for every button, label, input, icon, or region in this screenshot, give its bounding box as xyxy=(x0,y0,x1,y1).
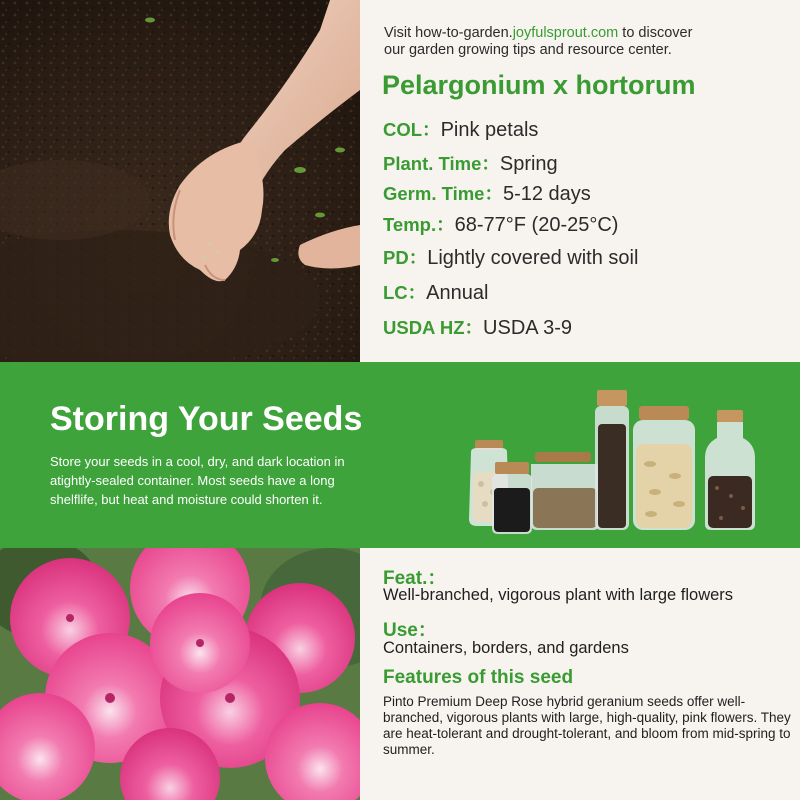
feat-heading: Feat.： xyxy=(383,568,447,589)
promo-suffix: to discover xyxy=(618,25,693,41)
flower-cluster xyxy=(0,548,360,800)
spec-temperature xyxy=(383,211,618,237)
spec-key: Plant. Time： xyxy=(383,153,500,174)
storing-seeds-banner xyxy=(0,362,800,548)
seed-features-panel xyxy=(360,548,800,800)
spec-planting-depth xyxy=(383,244,638,270)
spec-key: LC： xyxy=(383,282,427,303)
plant-info-panel xyxy=(360,0,800,362)
pink-geranium-illustration xyxy=(0,548,360,800)
spec-value: Spring xyxy=(499,153,558,175)
spec-key: Germ. Time： xyxy=(383,183,503,204)
spec-germ-time xyxy=(383,180,591,206)
promo-prefix: Visit how-to-garden. xyxy=(384,25,513,41)
spec-key: USDA HZ： xyxy=(383,317,484,338)
features-text: Pinto Premium Deep Rose hybrid geranium seeds offer well-branched, vigorous plants with large, high-quality, pink flowers. They are heat-tolerant and drought-tolerant, and bloom from mid-spring to summer. xyxy=(383,694,791,757)
storing-title: Storing Your Seeds xyxy=(50,400,363,438)
soil-hand-photo xyxy=(0,0,360,362)
promo-text xyxy=(384,25,692,59)
species-name: Pelargonium x hortorum xyxy=(382,70,696,100)
spec-value: Lightly covered with soil xyxy=(427,247,639,269)
spec-key: PD： xyxy=(383,247,428,268)
spec-usda-zone xyxy=(383,314,572,340)
spec-value: 5-12 days xyxy=(502,183,591,205)
use-text: Containers, borders, and gardens xyxy=(383,639,629,657)
soil-hand-illustration xyxy=(0,0,360,362)
jar-black-seeds xyxy=(492,462,532,534)
spec-color xyxy=(383,116,538,142)
use-heading: Use： xyxy=(383,620,437,641)
spec-plant-time xyxy=(383,150,558,176)
features-heading: Features of this seed xyxy=(383,667,574,688)
jar-tall-seeds xyxy=(595,390,629,530)
feat-text: Well-branched, vigorous plant with large flowers xyxy=(383,586,734,604)
website-link[interactable]: joyfulsprout.com xyxy=(512,25,619,41)
seed-jars-illustration xyxy=(455,384,765,534)
spec-life-cycle xyxy=(383,279,488,305)
spec-value: 68-77°F (20-25°C) xyxy=(454,214,619,236)
spec-value: USDA 3-9 xyxy=(483,317,572,339)
spec-value: Annual xyxy=(426,282,489,304)
jar-mixed-seeds xyxy=(705,410,755,530)
promo-line2: our garden growing tips and resource center. xyxy=(384,42,672,58)
spec-value: Pink petals xyxy=(440,119,539,141)
spec-key: Temp.： xyxy=(383,214,455,235)
jar-brown-seeds xyxy=(531,452,599,530)
spec-key: COL： xyxy=(383,119,441,140)
jar-pumpkin-seeds xyxy=(633,406,695,530)
geranium-flower-photo xyxy=(0,548,360,800)
storing-text: Store your seeds in a cool, dry, and dark location in atightly-sealed container. Most seeds have a long shelflife, but heat and moisture could shorten it. xyxy=(50,454,345,507)
